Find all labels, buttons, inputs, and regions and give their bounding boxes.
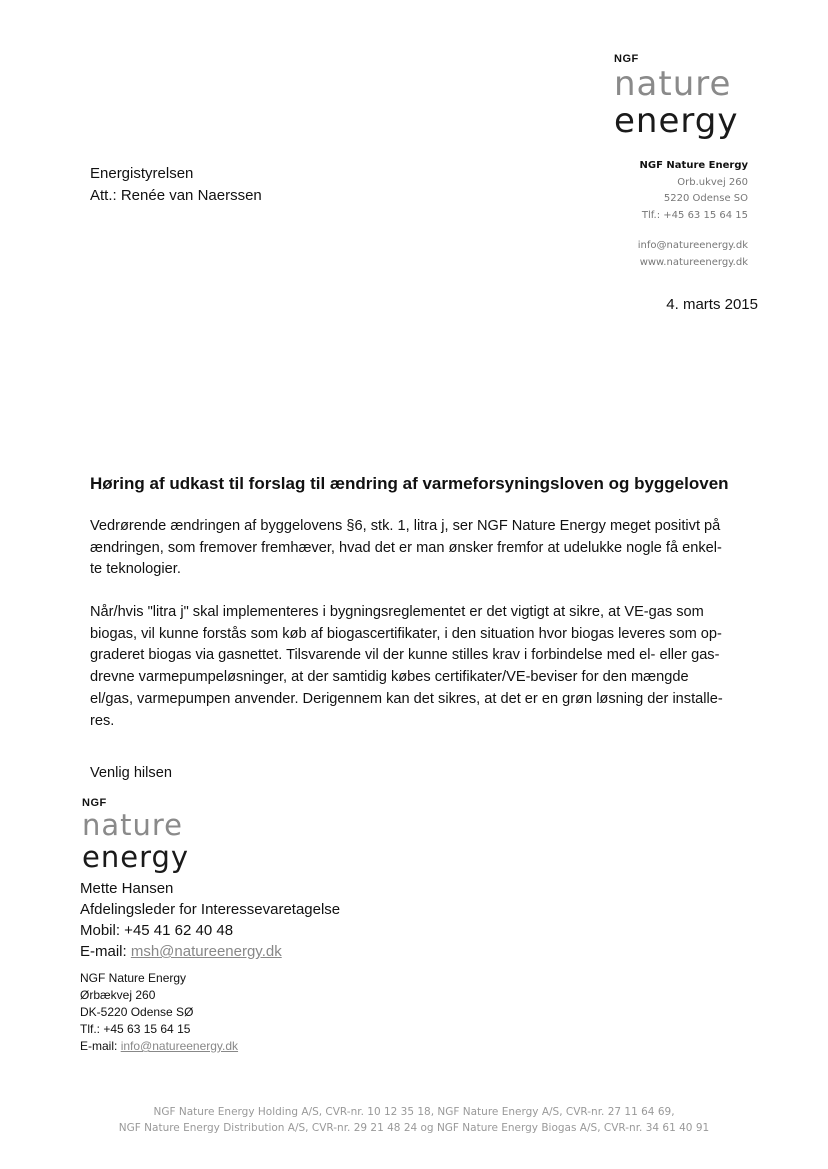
footer-line: NGF Nature Energy Distribution A/S, CVR-nr. 29 21 48 24 og NGF Nature Energy Biogas A/S, CVR-nr. 34 61 40 91	[118, 1122, 710, 1134]
logo-ngf: NGF	[614, 53, 639, 65]
paragraph-line: ændringen, som fremover fremhæver, hvad det er man ønsker fremfor at udelukke nogle få enkel-	[90, 539, 722, 556]
paragraph-line: res.	[90, 712, 115, 729]
address-name: NGF Nature Energy	[80, 971, 187, 985]
sender-address	[638, 158, 748, 271]
logo-nature: nature	[82, 808, 184, 842]
signature-logo	[82, 796, 189, 874]
signer-role: Afdelingsleder for Interessevaretagelse	[80, 901, 341, 918]
paragraph-line: Når/hvis "litra j" skal implementeres i bygningsreglementet er det vigtigt at sikre, at VE-gas som	[90, 604, 704, 620]
signer-name: Mette Hansen	[80, 880, 174, 897]
header-logo	[614, 52, 738, 141]
email-label: E-mail:	[80, 1039, 118, 1053]
signature-block	[80, 878, 340, 962]
sender-city: 5220 Odense SO	[663, 193, 748, 204]
email-label: E-mail:	[80, 943, 127, 960]
sender-street: Orb.ukvej 260	[677, 176, 748, 188]
sender-name: NGF Nature Energy	[639, 160, 748, 171]
logo-energy: energy	[614, 101, 739, 142]
address-email-link[interactable]: info@natureenergy.dk	[120, 1039, 239, 1053]
logo-nature: nature	[614, 64, 732, 104]
signer-email-link[interactable]: msh@natureenergy.dk	[130, 943, 282, 960]
address-city: DK-5220 Odense SØ	[80, 1005, 194, 1019]
paragraph-line: el/gas, varmepumpen anvender. Derigennem kan det sikres, at det er en grøn løsning der installe-	[90, 690, 723, 707]
signer-mobile: Mobil: +45 41 62 40 48	[80, 922, 234, 939]
footer-line: NGF Nature Energy Holding A/S, CVR-nr. 10 12 35 18, NGF Nature Energy A/S, CVR-nr. 27 11 64 69,	[153, 1106, 675, 1118]
sender-web: www.natureenergy.dk	[639, 256, 748, 268]
paragraph-line: biogas, vil kunne forstås som køb af biogascertifikater, i den situation hvor biogas leveres som op-	[90, 625, 722, 642]
letter-title: Høring af udkast til forslag til ændring af varmeforsyningsloven og byggeloven	[90, 474, 729, 493]
footer	[0, 1104, 828, 1136]
paragraph-2	[90, 602, 723, 732]
paragraph-1	[90, 516, 722, 581]
paragraph-line: drevne varmepumpeløsninger, at der samtidig købes certifikater/VE-beviser for den mængde	[90, 669, 689, 686]
recipient	[90, 163, 262, 207]
paragraph-line: Vedrørende ændringen af byggelovens §6, stk. 1, litra j, ser NGF Nature Energy meget positivt på	[90, 518, 721, 534]
recipient-attention: Att.: Renée van Naerssen	[90, 187, 262, 204]
paragraph-line: te teknologier.	[90, 561, 181, 578]
sender-email: info@natureenergy.dk	[637, 240, 748, 251]
sender-phone: Tlf.: +45 63 15 64 15	[641, 209, 748, 221]
letter-date: 4. marts 2015	[666, 296, 758, 313]
logo-energy: energy	[82, 839, 190, 874]
company-address	[80, 970, 238, 1055]
closing: Venlig hilsen	[90, 765, 172, 781]
logo-ngf: NGF	[82, 797, 107, 809]
address-phone: Tlf.: +45 63 15 64 15	[80, 1022, 191, 1036]
recipient-name: Energistyrelsen	[90, 165, 194, 182]
paragraph-line: graderet biogas via gasnettet. Tilsvarende vil der kunne stilles krav i forbindelse med el- eller gas-	[90, 647, 720, 664]
address-street: Ørbækvej 260	[80, 988, 156, 1002]
